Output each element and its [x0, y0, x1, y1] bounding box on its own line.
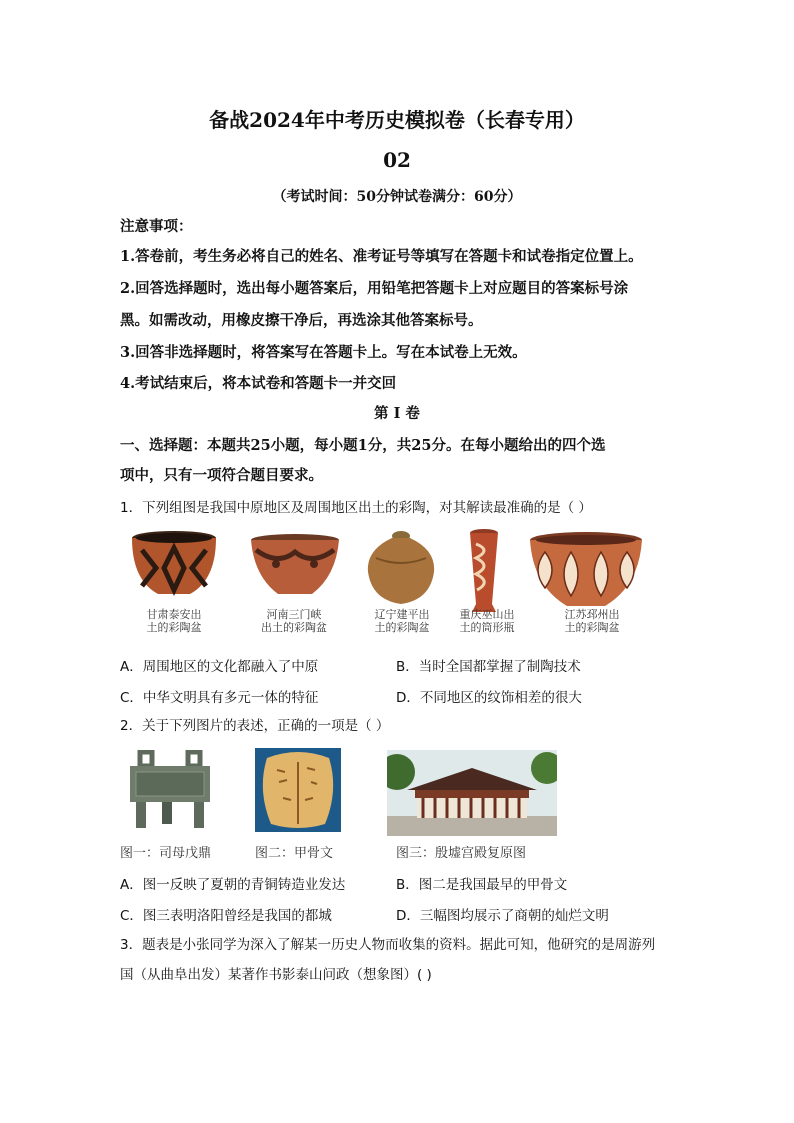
q2-caption-3: 图三：殷墟宫殿复原图 [396, 846, 527, 861]
q1-caption-2 [244, 608, 344, 634]
note-line-5: 4.考试结束后，将本试卷和答题卡一并交回 [120, 375, 397, 392]
q1-caption-5-line-2: 土的彩陶盆 [564, 621, 620, 634]
q1-caption-4 [437, 608, 537, 634]
q1-caption-1-line-1: 甘肃泰安出 [146, 608, 202, 621]
pottery-jar-3-image [364, 528, 438, 606]
q1-option-d[interactable]: D．不同地区的纹饰相差的很大 [396, 690, 582, 706]
pottery-tube-bottle-image [464, 528, 504, 614]
note-line-4: 3.回答非选择题时，将答案写在答题卡上。写在本试卷上无效。 [120, 344, 527, 361]
q1-caption-5 [542, 608, 642, 634]
q1-option-c[interactable]: C．中华文明具有多元一体的特征 [120, 690, 319, 706]
exam-number: 02 [383, 148, 411, 172]
pottery-basin-1-image [128, 528, 220, 600]
q1-caption-1 [124, 608, 224, 634]
note-line-3: 黑。如需改动，用橡皮擦干净后，再选涂其他答案标号。 [120, 312, 483, 329]
note-line-1: 1.答卷前，考生务必将自己的姓名、准考证号等填写在答题卡和试卷指定位置上。 [120, 248, 643, 265]
q1-caption-1-line-2: 土的彩陶盆 [146, 621, 202, 634]
q1-caption-2-line-1: 河南三门峡 [266, 608, 322, 621]
q3-stem-line-2: 国（从曲阜出发）某著作书影泰山问政（想象图）( ) [120, 967, 432, 983]
part-heading-line-1: 一、选择题：本题共25小题，每小题1分，共25分。在每小题给出的四个选 [120, 437, 606, 454]
q3-stem-line-1: 3．题表是小张同学为深入了解某一历史人物而收集的资料。据此可知，他研究的是周游列 [120, 937, 656, 953]
q1-option-b[interactable]: B．当时全国都掌握了制陶技术 [396, 659, 581, 675]
pottery-basin-2-image [248, 532, 342, 600]
q1-option-a[interactable]: A．周围地区的文化都融入了中原 [120, 659, 319, 675]
q2-option-a[interactable]: A．图一反映了夏朝的青铜铸造业发达 [120, 877, 346, 893]
pottery-basin-5-image [527, 530, 645, 610]
notes-heading: 注意事项： [120, 218, 193, 235]
q2-option-d[interactable]: D．三幅图均展示了商朝的灿烂文明 [396, 908, 609, 924]
yinxu-palace-image [387, 750, 557, 836]
oracle-bone-image [255, 748, 341, 832]
q1-caption-4-line-1: 重庆巫山出 [459, 608, 515, 621]
q2-option-c[interactable]: C．图三表明洛阳曾经是我国的都城 [120, 908, 332, 924]
q1-caption-5-line-1: 江苏邳州出 [564, 608, 620, 621]
q1-caption-4-line-2: 土的筒形瓶 [459, 621, 515, 634]
note-line-2: 2.回答选择题时，选出每小题答案后，用铅笔把答题卡上对应题目的答案标号涂 [120, 280, 629, 297]
q2-caption-2: 图二：甲骨文 [255, 846, 334, 861]
exam-title: 备战2024年中考历史模拟卷（长春专用） [209, 108, 585, 132]
q1-caption-3-line-2: 土的彩陶盆 [374, 621, 430, 634]
section-title: 第 I 卷 [374, 405, 420, 422]
q2-option-b[interactable]: B．图二是我国最早的甲骨文 [396, 877, 568, 893]
q1-stem: 1．下列组图是我国中原地区及周围地区出土的彩陶，对其解读最准确的是（ ） [120, 500, 592, 516]
exam-info: （考试时间：50分钟试卷满分：60分） [272, 189, 522, 205]
q1-pottery-figure [124, 528, 679, 640]
q1-caption-2-line-2: 出土的彩陶盆 [261, 621, 327, 634]
bronze-ding-image [122, 750, 218, 830]
q2-stem: 2．关于下列图片的表述，正确的一项是（ ） [120, 718, 390, 734]
q2-caption-1: 图一：司母戊鼎 [120, 846, 212, 861]
q1-caption-3-line-1: 辽宁建平出 [374, 608, 430, 621]
part-heading-line-2: 项中，只有一项符合题目要求。 [120, 467, 323, 484]
